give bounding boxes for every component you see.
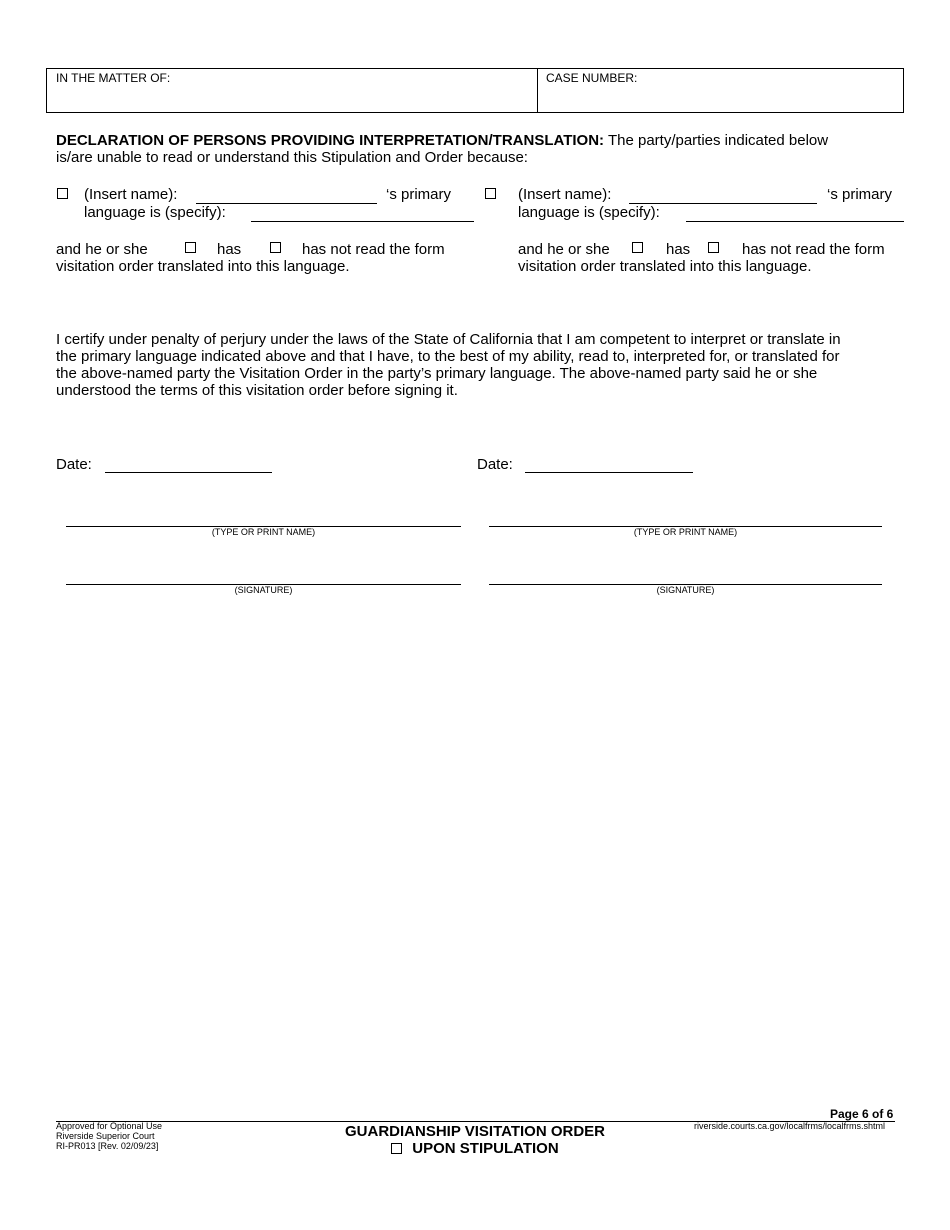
- form-id: RI-PR013 [Rev. 02/09/23]: [56, 1141, 159, 1151]
- party-right-language-label: language is (specify):: [518, 204, 660, 221]
- caption-divider: [537, 69, 538, 112]
- party-left-checkbox[interactable]: [57, 188, 68, 199]
- form-title-line2-row: [300, 1140, 650, 1157]
- approved-text: Approved for Optional Use: [56, 1121, 163, 1131]
- party-left-has-checkbox[interactable]: [185, 242, 196, 253]
- declaration-intro: [56, 132, 906, 166]
- party-left-has-not-label: has not read the form: [302, 241, 445, 258]
- page-number: Page 6 of 6: [830, 1107, 894, 1121]
- certification-line: understood the terms of this visitation order before signing it.: [56, 382, 458, 399]
- certification-line: I certify under penalty of perjury under the laws of the State of California that I am competent to interpret or translate in: [56, 331, 841, 348]
- date-field-left[interactable]: [105, 472, 272, 473]
- party-right-has-label: has: [666, 241, 691, 258]
- party-right-primary-label: ‘s primary: [827, 186, 893, 203]
- date-field-right[interactable]: [525, 472, 693, 473]
- date-label-left: Date:: [56, 456, 92, 473]
- party-left-has-not-checkbox[interactable]: [270, 242, 281, 253]
- party-left-language-label: language is (specify):: [84, 204, 226, 221]
- caption-box: [46, 68, 904, 113]
- stipulation-checkbox[interactable]: [391, 1143, 402, 1154]
- party-right-insert-name-label: (Insert name):: [518, 186, 612, 203]
- signature-caption-right: (SIGNATURE): [656, 585, 715, 595]
- party-left-primary-label: ‘s primary: [386, 186, 452, 203]
- matter-label: IN THE MATTER OF:: [56, 71, 171, 85]
- party-right-has-not-label: has not read the form: [742, 241, 885, 258]
- certification-line: the primary language indicated above and that I have, to the best of my ability, read to, interpreted for, or translated for: [56, 348, 840, 365]
- party-right-translated-label: visitation order translated into this language.: [518, 258, 812, 275]
- party-left-translated-label: visitation order translated into this language.: [56, 258, 350, 275]
- footer-url[interactable]: riverside.courts.ca.gov/localfrms/localfrms.shtml: [694, 1121, 886, 1131]
- party-left-language-field[interactable]: [251, 221, 474, 222]
- date-label-right: Date:: [477, 456, 513, 473]
- declaration-intro-line2: is/are unable to read or understand this Stipulation and Order because:: [56, 149, 528, 166]
- form-title: [300, 1123, 650, 1157]
- print-name-caption-left: (TYPE OR PRINT NAME): [211, 527, 316, 537]
- party-right-has-checkbox[interactable]: [632, 242, 643, 253]
- party-left-and-he-label: and he or she: [56, 241, 148, 258]
- party-right-language-field[interactable]: [686, 221, 904, 222]
- court-text: Riverside Superior Court: [56, 1131, 155, 1141]
- declaration-heading: DECLARATION OF PERSONS PROVIDING INTERPRETATION/TRANSLATION:: [56, 132, 605, 149]
- certification-line: the above-named party the Visitation Order in the party’s primary language. The above-named party said he or she: [56, 365, 818, 382]
- party-left-insert-name-label: (Insert name):: [84, 186, 178, 203]
- form-title-line1: GUARDIANSHIP VISITATION ORDER: [344, 1123, 606, 1140]
- signature-caption-left: (SIGNATURE): [234, 585, 293, 595]
- party-right-and-he-label: and he or she: [518, 241, 610, 258]
- form-title-line2: UPON STIPULATION: [412, 1140, 559, 1157]
- print-name-caption-right: (TYPE OR PRINT NAME): [633, 527, 738, 537]
- footer-left-info: [56, 1121, 162, 1151]
- party-right-has-not-checkbox[interactable]: [708, 242, 719, 253]
- declaration-intro-rest: The party/parties indicated below: [604, 132, 829, 149]
- certification-paragraph: [56, 331, 916, 399]
- party-right-checkbox[interactable]: [485, 188, 496, 199]
- party-left-has-label: has: [217, 241, 242, 258]
- case-number-label: CASE NUMBER:: [546, 71, 638, 85]
